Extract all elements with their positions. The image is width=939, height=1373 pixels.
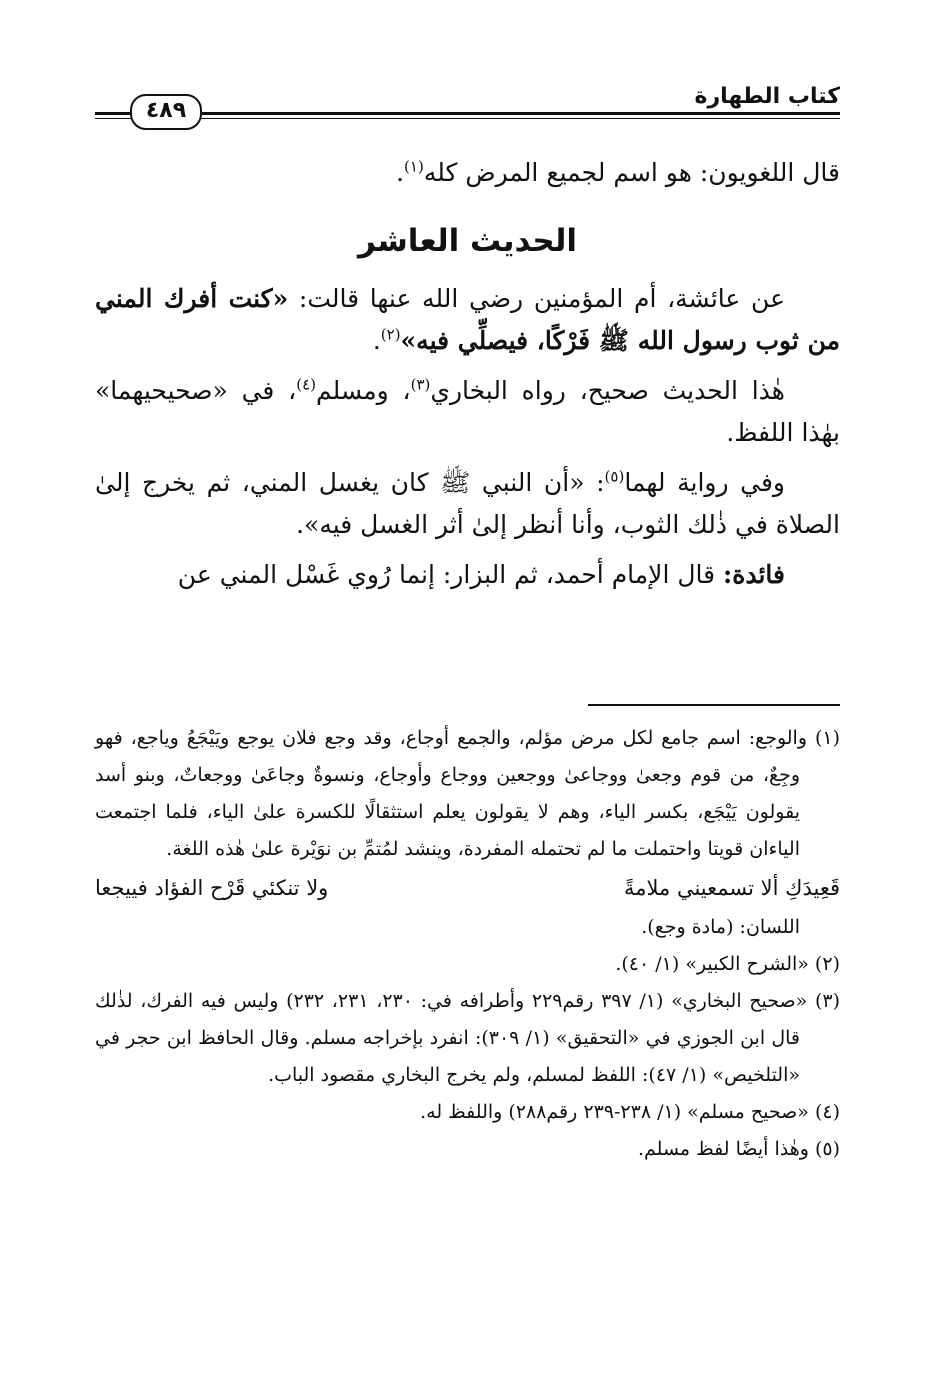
footnote-ref-1: (١) xyxy=(404,157,424,176)
footnote-5: (٥) وهٰذا أيضًا لفظ مسلم. xyxy=(637,1138,840,1160)
main-text xyxy=(95,152,840,604)
paragraph-5 xyxy=(95,554,840,596)
footnotes xyxy=(95,720,840,1168)
paragraph-2-intro: عن عائشة، أم المؤمنين رضي الله عنها قالت: xyxy=(288,284,785,313)
footnote-2: (٢) «الشرح الكبير» (١/ ٤٠). xyxy=(615,953,840,975)
poem-verse xyxy=(95,870,840,907)
chapter-title: كتاب الطهارة xyxy=(694,84,840,109)
paragraph-3-b: ، ومسلم xyxy=(316,376,411,405)
paragraph-4 xyxy=(95,462,840,546)
footnote-4: (٤) «صحيح مسلم» (١/ ٢٣٨-٢٣٩ رقم٢٨٨) واللفظ له. xyxy=(420,1101,840,1123)
paragraph-3 xyxy=(95,370,840,454)
footnote-ref-4: (٤) xyxy=(296,375,317,394)
paragraph-2-end: . xyxy=(372,326,381,355)
section-heading: الحديث العاشر xyxy=(358,223,577,259)
paragraph-1-end: . xyxy=(396,158,405,187)
paragraph-1-text: قال اللغويون: هو اسم لجميع المرض كله xyxy=(423,158,840,187)
footnote-ref-3: (٣) xyxy=(410,375,431,394)
footnote-1: (١) والوجع: اسم جامع لكل مرض مؤلم، والجمع أوجاع، وقد وجع فلان يوجع ويَيْجَعُ وياجع، فهو وجِعٌ، من قوم وجعىٰ ووجاعىٰ ووجعين ووجاع وأوجاع، ونسوةٌ وجاعَىٰ ووجعاتٌ، وبنو أسد يقولون يَيْجَع، بكسر الياء، وهم لا يقولون يعلم استثقالًا للكسرة علىٰ الياء، فلما اجتمعت الياءان قويتا واحتملت ما لم تحتمله المفردة، وينشد لمُتمِّ بن نوَيْرة علىٰ هٰذه اللغة. xyxy=(95,727,840,860)
page-number: ٤٨٩ xyxy=(130,94,202,130)
footnote-ref-2: (٢) xyxy=(380,325,401,344)
footnote-ref-5: (٥) xyxy=(604,467,625,486)
paragraph-2 xyxy=(95,278,840,362)
paragraph-3-c: ، في «صحيحيهما» بهٰذا اللفظ. xyxy=(95,376,840,447)
footnote-separator xyxy=(588,704,840,706)
poem-first-hemistich: قَعِيدَكِ ألا تسمعيني ملامةً xyxy=(624,876,840,900)
header-rule-thin xyxy=(95,118,840,119)
paragraph-4-a: وفي رواية لهما xyxy=(624,468,786,497)
paragraph-3-a: هٰذا الحديث صحيح، رواه البخاري xyxy=(430,376,785,405)
footnote-1-source: اللسان: (مادة وجع). xyxy=(641,916,800,938)
benefit-label: فائدة: xyxy=(723,560,785,589)
paragraph-5-text: قال الإمام أحمد، ثم البزار: إنما رُوي غَسْل المني عن xyxy=(177,560,724,589)
page-header xyxy=(95,84,840,124)
header-rule-thick xyxy=(95,112,840,115)
poem-second-hemistich: ولا تنكئي قَرْح الفؤاد فييجعا xyxy=(95,876,329,900)
paragraph-4-b: : «أن النبي ﷺ كان يغسل المني، ثم يخرج إلىٰ الصلاة في ذٰلك الثوب، وأنا أنظر إلىٰ أثر الغسل فيه». xyxy=(95,468,840,539)
footnote-3: (٣) «صحيح البخاري» (١/ ٣٩٧ رقم٢٢٩ وأطرافه في: ٢٣٠، ٢٣١، ٢٣٢) وليس فيه الفرك، لذٰلك قال ابن الجوزي في «التحقيق» (١/ ٣٠٩): انفرد بإخراجه مسلم. وقال الحافظ ابن حجر في «التلخيص» (١/ ٤٧): اللفظ لمسلم، ولم يخرج البخاري مقصود الباب. xyxy=(95,990,841,1086)
hadith-quote: «كنت أفرك المني من ثوب رسول الله ﷺ فَرْكًا، فيصلِّي فيه» xyxy=(95,284,840,355)
paragraph-1 xyxy=(95,152,840,194)
